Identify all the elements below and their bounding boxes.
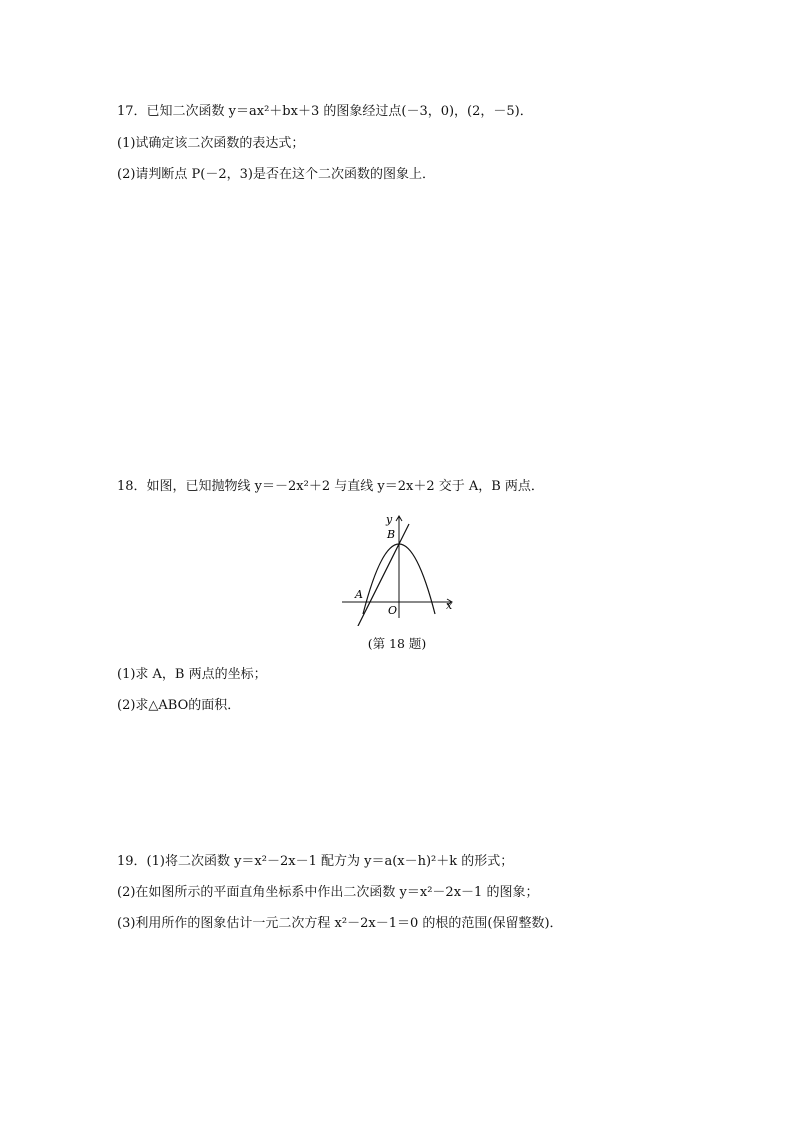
point-b-label: B <box>387 528 396 541</box>
origin-label: O <box>388 604 398 617</box>
q18-stem: 18．如图，已知抛物线 y＝－2x²＋2 与直线 y＝2x＋2 交于 A，B 两点． <box>117 479 544 494</box>
q18-part1: (1)求 A，B 两点的坐标； <box>117 667 267 682</box>
parabola-line-graph <box>336 510 460 626</box>
x-axis-label: x <box>446 599 453 612</box>
figure-caption: (第 18 题) <box>367 636 427 651</box>
q19-part1: 19．(1)将二次函数 y＝x²－2x－1 配方为 y＝a(x－h)²＋k 的形式； <box>117 854 514 869</box>
q19-part2: (2)在如图所示的平面直角坐标系中作出二次函数 y＝x²－2x－1 的图象； <box>117 885 539 900</box>
q17-part1: (1)试确定该二次函数的表达式； <box>117 136 305 151</box>
point-a-label: A <box>355 588 363 601</box>
q19-part3: (3)利用所作的图象估计一元二次方程 x²－2x－1＝0 的根的范围(保留整数)． <box>117 916 563 931</box>
q17-stem: 17．已知二次函数 y＝ax²＋bx＋3 的图象经过点(－3，0)，(2，－5)． <box>117 104 533 119</box>
q17-part2: (2)请判断点 P(－2，3)是否在这个二次函数的图象上． <box>117 167 435 182</box>
q18-figure <box>336 510 460 626</box>
y-axis-label: y <box>386 513 393 526</box>
q18-part2: (2)求△ABO的面积． <box>117 698 241 713</box>
